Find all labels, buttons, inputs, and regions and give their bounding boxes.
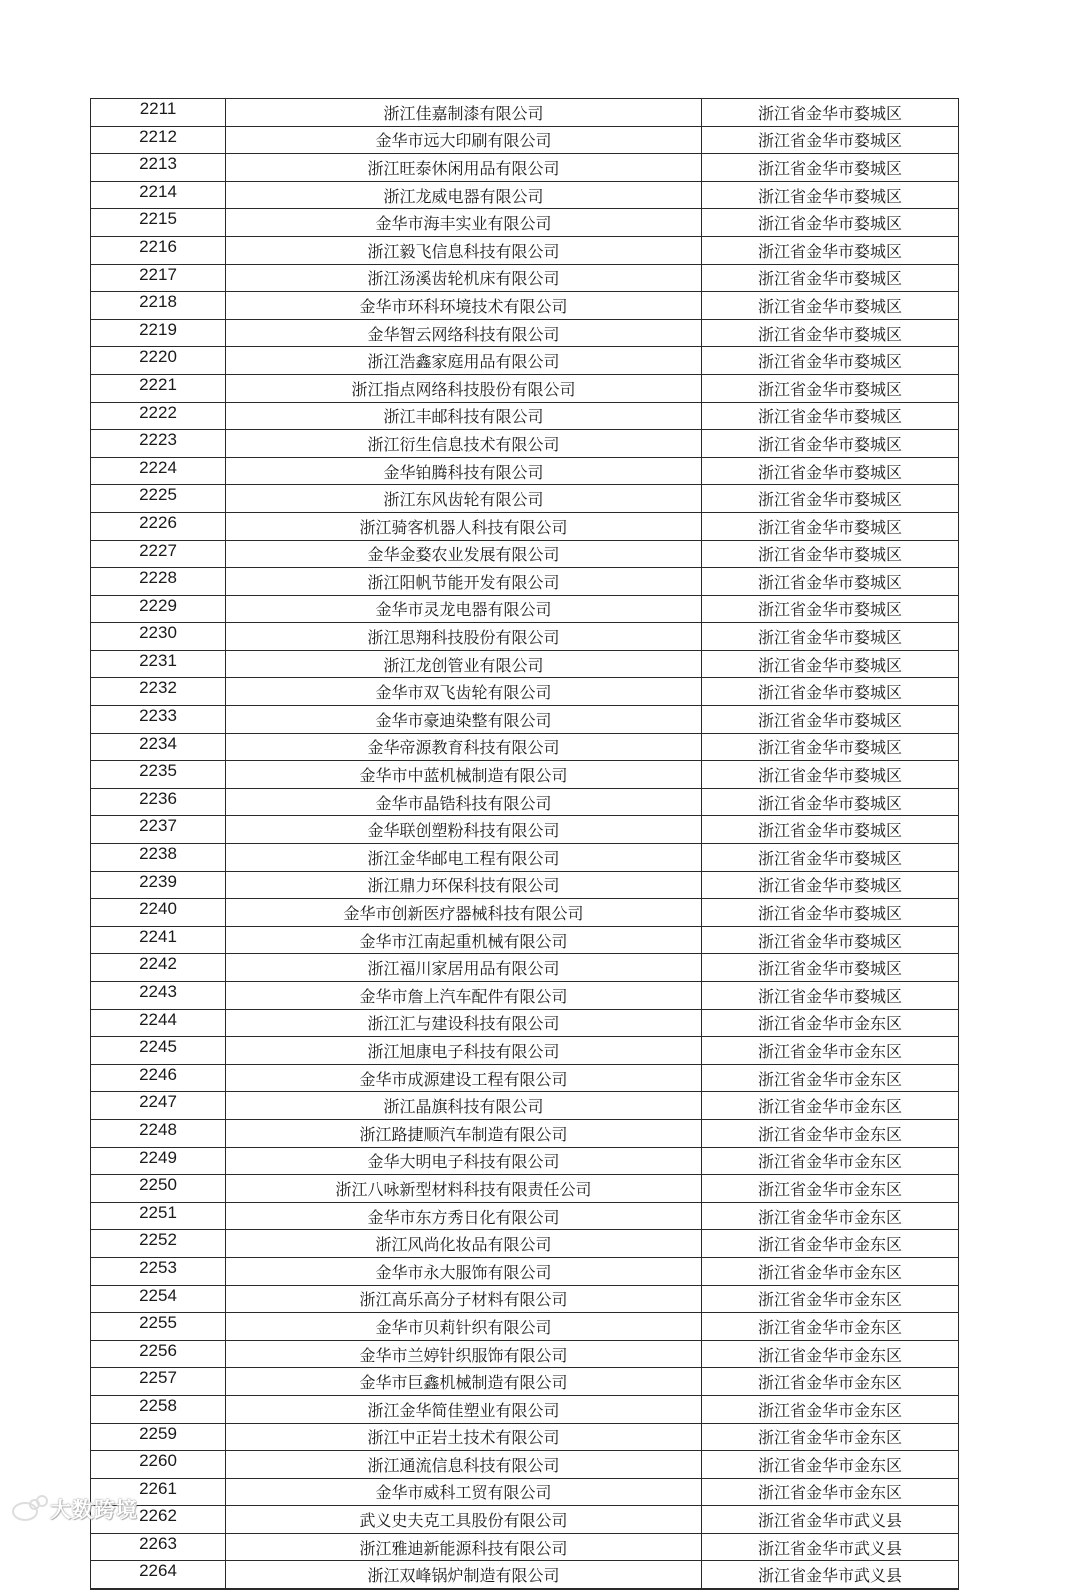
company-name-cell: 浙江旺泰休闲用品有限公司 — [226, 154, 702, 182]
table-row — [91, 1230, 959, 1258]
region-cell: 浙江省金华市金东区 — [702, 1368, 959, 1396]
table-row — [91, 457, 959, 485]
region-cell: 浙江省金华市婺城区 — [702, 982, 959, 1010]
company-name-cell: 金华金婺农业发展有限公司 — [226, 540, 702, 568]
region-cell: 浙江省金华市金东区 — [702, 1313, 959, 1341]
region-cell: 浙江省金华市婺城区 — [702, 568, 959, 596]
row-number-cell: 2248 — [91, 1119, 226, 1147]
company-name-cell: 浙江金华邮电工程有限公司 — [226, 844, 702, 872]
company-name-cell: 浙江指点网络科技股份有限公司 — [226, 374, 702, 402]
weibo-logo-icon — [12, 1498, 46, 1520]
company-name-cell: 金华市创新医疗器械科技有限公司 — [226, 899, 702, 927]
company-name-cell: 浙江双峰锅炉制造有限公司 — [226, 1561, 702, 1589]
company-name-cell: 浙江鼎力环保科技有限公司 — [226, 871, 702, 899]
region-cell: 浙江省金华市婺城区 — [702, 761, 959, 789]
row-number-cell: 2218 — [91, 292, 226, 320]
row-number-cell: 2251 — [91, 1202, 226, 1230]
company-name-cell: 金华联创塑粉科技有限公司 — [226, 816, 702, 844]
region-cell: 浙江省金华市婺城区 — [702, 374, 959, 402]
table-row — [91, 1064, 959, 1092]
table-row — [91, 1313, 959, 1341]
company-name-cell: 浙江阳帆节能开发有限公司 — [226, 568, 702, 596]
company-name-cell: 浙江通流信息科技有限公司 — [226, 1451, 702, 1479]
table-body — [91, 99, 959, 1590]
region-cell: 浙江省金华市婺城区 — [702, 292, 959, 320]
row-number-cell: 2226 — [91, 512, 226, 540]
company-name-cell: 金华市中蓝机械制造有限公司 — [226, 761, 702, 789]
company-name-cell: 金华市兰婷针织服饰有限公司 — [226, 1340, 702, 1368]
row-number-cell: 2212 — [91, 126, 226, 154]
table-row — [91, 899, 959, 927]
region-cell: 浙江省金华市婺城区 — [702, 264, 959, 292]
region-cell: 浙江省金华市婺城区 — [702, 209, 959, 237]
row-number-cell: 2244 — [91, 1009, 226, 1037]
region-cell: 浙江省金华市金东区 — [702, 1009, 959, 1037]
row-number-cell: 2247 — [91, 1092, 226, 1120]
table-row — [91, 706, 959, 734]
company-name-cell: 金华市环科环境技术有限公司 — [226, 292, 702, 320]
region-cell: 浙江省金华市婺城区 — [702, 650, 959, 678]
watermark — [12, 1494, 138, 1524]
row-number-cell: 2259 — [91, 1423, 226, 1451]
table-row — [91, 1009, 959, 1037]
row-number-cell: 2222 — [91, 402, 226, 430]
region-cell: 浙江省金华市婺城区 — [702, 816, 959, 844]
row-number-cell: 2214 — [91, 181, 226, 209]
region-cell: 浙江省金华市金东区 — [702, 1175, 959, 1203]
row-number-cell: 2231 — [91, 650, 226, 678]
table-row — [91, 844, 959, 872]
company-name-cell: 金华市海丰实业有限公司 — [226, 209, 702, 237]
region-cell: 浙江省金华市婺城区 — [702, 347, 959, 375]
company-name-cell: 金华市远大印刷有限公司 — [226, 126, 702, 154]
company-name-cell: 浙江风尚化妆品有限公司 — [226, 1230, 702, 1258]
company-name-cell: 金华市巨鑫机械制造有限公司 — [226, 1368, 702, 1396]
row-number-cell: 2260 — [91, 1451, 226, 1479]
region-cell: 浙江省金华市金东区 — [702, 1064, 959, 1092]
table-row — [91, 1147, 959, 1175]
table-row — [91, 181, 959, 209]
company-name-cell: 浙江毅飞信息科技有限公司 — [226, 236, 702, 264]
table-row — [91, 761, 959, 789]
row-number-cell: 2237 — [91, 816, 226, 844]
table-row — [91, 816, 959, 844]
region-cell: 浙江省金华市婺城区 — [702, 485, 959, 513]
region-cell: 浙江省金华市武义县 — [702, 1561, 959, 1589]
company-name-cell: 金华市詹上汽车配件有限公司 — [226, 982, 702, 1010]
region-cell: 浙江省金华市金东区 — [702, 1257, 959, 1285]
watermark-text: 大数跨境 — [50, 1498, 138, 1522]
table-row — [91, 1561, 959, 1589]
table-row — [91, 374, 959, 402]
table-row — [91, 209, 959, 237]
company-name-cell: 浙江中正岩土技术有限公司 — [226, 1423, 702, 1451]
table-row — [91, 954, 959, 982]
row-number-cell: 2254 — [91, 1285, 226, 1313]
table-row — [91, 623, 959, 651]
row-number-cell: 2245 — [91, 1037, 226, 1065]
table-row — [91, 1175, 959, 1203]
company-name-cell: 浙江衍生信息技术有限公司 — [226, 430, 702, 458]
table-row — [91, 871, 959, 899]
table-row — [91, 1368, 959, 1396]
table-row — [91, 1285, 959, 1313]
row-number-cell: 2257 — [91, 1368, 226, 1396]
row-number-cell: 2230 — [91, 623, 226, 651]
region-cell: 浙江省金华市婺城区 — [702, 236, 959, 264]
region-cell: 浙江省金华市婺城区 — [702, 871, 959, 899]
row-number-cell: 2240 — [91, 899, 226, 927]
region-cell: 浙江省金华市金东区 — [702, 1423, 959, 1451]
region-cell: 浙江省金华市金东区 — [702, 1147, 959, 1175]
company-name-cell: 金华市晶锆科技有限公司 — [226, 788, 702, 816]
table-row — [91, 319, 959, 347]
region-cell: 浙江省金华市婺城区 — [702, 733, 959, 761]
row-number-cell: 2211 — [91, 99, 226, 127]
region-cell: 浙江省金华市婺城区 — [702, 788, 959, 816]
table-row — [91, 292, 959, 320]
company-name-cell: 金华市双飞齿轮有限公司 — [226, 678, 702, 706]
row-number-cell: 2258 — [91, 1395, 226, 1423]
company-name-cell: 浙江汤溪齿轮机床有限公司 — [226, 264, 702, 292]
company-name-cell: 金华市江南起重机械有限公司 — [226, 926, 702, 954]
region-cell: 浙江省金华市婺城区 — [702, 319, 959, 347]
row-number-cell: 2252 — [91, 1230, 226, 1258]
row-number-cell: 2263 — [91, 1533, 226, 1561]
row-number-cell: 2215 — [91, 209, 226, 237]
row-number-cell: 2217 — [91, 264, 226, 292]
region-cell: 浙江省金华市婺城区 — [702, 540, 959, 568]
table-row — [91, 678, 959, 706]
region-cell: 浙江省金华市金东区 — [702, 1395, 959, 1423]
table-row — [91, 512, 959, 540]
company-name-cell: 浙江思翔科技股份有限公司 — [226, 623, 702, 651]
company-name-cell: 武义史夫克工具股份有限公司 — [226, 1506, 702, 1534]
row-number-cell: 2227 — [91, 540, 226, 568]
table-row — [91, 595, 959, 623]
company-name-cell: 金华铂腾科技有限公司 — [226, 457, 702, 485]
row-number-cell: 2256 — [91, 1340, 226, 1368]
table-row — [91, 236, 959, 264]
company-name-cell: 浙江龙威电器有限公司 — [226, 181, 702, 209]
company-name-cell: 浙江东风齿轮有限公司 — [226, 485, 702, 513]
company-name-cell: 浙江八咏新型材料科技有限责任公司 — [226, 1175, 702, 1203]
region-cell: 浙江省金华市婺城区 — [702, 899, 959, 927]
company-name-cell: 浙江浩鑫家庭用品有限公司 — [226, 347, 702, 375]
region-cell: 浙江省金华市金东区 — [702, 1092, 959, 1120]
row-number-cell: 2221 — [91, 374, 226, 402]
row-number-cell: 2255 — [91, 1313, 226, 1341]
row-number-cell: 2223 — [91, 430, 226, 458]
company-name-cell: 浙江龙创管业有限公司 — [226, 650, 702, 678]
region-cell: 浙江省金华市婺城区 — [702, 402, 959, 430]
table-row — [91, 926, 959, 954]
company-name-cell: 浙江骑客机器人科技有限公司 — [226, 512, 702, 540]
table-row — [91, 264, 959, 292]
table-row — [91, 1340, 959, 1368]
table-row — [91, 1423, 959, 1451]
region-cell: 浙江省金华市婺城区 — [702, 595, 959, 623]
row-number-cell: 2246 — [91, 1064, 226, 1092]
table-row — [91, 99, 959, 127]
company-name-cell: 金华市贝莉针织有限公司 — [226, 1313, 702, 1341]
company-name-cell: 浙江高乐高分子材料有限公司 — [226, 1285, 702, 1313]
row-number-cell: 2220 — [91, 347, 226, 375]
row-number-cell: 2243 — [91, 982, 226, 1010]
company-name-cell: 金华市豪迪染整有限公司 — [226, 706, 702, 734]
region-cell: 浙江省金华市婺城区 — [702, 706, 959, 734]
row-number-cell: 2238 — [91, 844, 226, 872]
row-number-cell: 2264 — [91, 1561, 226, 1589]
region-cell: 浙江省金华市婺城区 — [702, 181, 959, 209]
row-number-cell: 2213 — [91, 154, 226, 182]
company-name-cell: 金华市永大服饰有限公司 — [226, 1257, 702, 1285]
company-name-cell: 浙江金华简佳塑业有限公司 — [226, 1395, 702, 1423]
region-cell: 浙江省金华市婺城区 — [702, 126, 959, 154]
row-number-cell: 2253 — [91, 1257, 226, 1285]
row-number-cell: 2229 — [91, 595, 226, 623]
table-row — [91, 430, 959, 458]
company-name-cell: 金华市威科工贸有限公司 — [226, 1478, 702, 1506]
table-row — [91, 982, 959, 1010]
table-row — [91, 347, 959, 375]
region-cell: 浙江省金华市金东区 — [702, 1037, 959, 1065]
region-cell: 浙江省金华市金东区 — [702, 1285, 959, 1313]
region-cell: 浙江省金华市婺城区 — [702, 844, 959, 872]
row-number-cell: 2261 — [91, 1478, 226, 1506]
company-name-cell: 浙江汇与建设科技有限公司 — [226, 1009, 702, 1037]
row-number-cell: 2235 — [91, 761, 226, 789]
table-row — [91, 733, 959, 761]
row-number-cell: 2250 — [91, 1175, 226, 1203]
region-cell: 浙江省金华市婺城区 — [702, 512, 959, 540]
row-number-cell: 2236 — [91, 788, 226, 816]
table-row — [91, 1202, 959, 1230]
company-name-cell: 金华市成源建设工程有限公司 — [226, 1064, 702, 1092]
row-number-cell: 2241 — [91, 926, 226, 954]
table-row — [91, 568, 959, 596]
region-cell: 浙江省金华市婺城区 — [702, 623, 959, 651]
row-number-cell: 2216 — [91, 236, 226, 264]
company-name-cell: 浙江丰邮科技有限公司 — [226, 402, 702, 430]
company-name-cell: 浙江旭康电子科技有限公司 — [226, 1037, 702, 1065]
table-row — [91, 1478, 959, 1506]
region-cell: 浙江省金华市金东区 — [702, 1451, 959, 1479]
region-cell: 浙江省金华市婺城区 — [702, 678, 959, 706]
region-cell: 浙江省金华市金东区 — [702, 1340, 959, 1368]
table-row — [91, 650, 959, 678]
row-number-cell: 2232 — [91, 678, 226, 706]
region-cell: 浙江省金华市武义县 — [702, 1533, 959, 1561]
region-cell: 浙江省金华市金东区 — [702, 1202, 959, 1230]
table-row — [91, 1092, 959, 1120]
region-cell: 浙江省金华市金东区 — [702, 1230, 959, 1258]
table-row — [91, 154, 959, 182]
company-name-cell: 浙江佳嘉制漆有限公司 — [226, 99, 702, 127]
table-row — [91, 1533, 959, 1561]
company-name-cell: 金华大明电子科技有限公司 — [226, 1147, 702, 1175]
row-number-cell: 2239 — [91, 871, 226, 899]
company-name-cell: 浙江路捷顺汽车制造有限公司 — [226, 1119, 702, 1147]
table-row — [91, 485, 959, 513]
region-cell: 浙江省金华市婺城区 — [702, 457, 959, 485]
company-name-cell: 浙江晶旗科技有限公司 — [226, 1092, 702, 1120]
row-number-cell: 2262 — [91, 1506, 226, 1534]
row-number-cell: 2249 — [91, 1147, 226, 1175]
row-number-cell: 2219 — [91, 319, 226, 347]
table-row — [91, 1257, 959, 1285]
table-row — [91, 540, 959, 568]
company-name-cell: 金华帝源教育科技有限公司 — [226, 733, 702, 761]
row-number-cell: 2233 — [91, 706, 226, 734]
company-list-table — [90, 98, 959, 1590]
company-name-cell: 金华智云网络科技有限公司 — [226, 319, 702, 347]
company-name-cell: 金华市灵龙电器有限公司 — [226, 595, 702, 623]
company-name-cell: 金华市东方秀日化有限公司 — [226, 1202, 702, 1230]
table-row — [91, 402, 959, 430]
table-row — [91, 1037, 959, 1065]
row-number-cell: 2234 — [91, 733, 226, 761]
table-row — [91, 126, 959, 154]
table-row — [91, 1451, 959, 1479]
table-row — [91, 788, 959, 816]
company-name-cell: 浙江福川家居用品有限公司 — [226, 954, 702, 982]
region-cell: 浙江省金华市金东区 — [702, 1478, 959, 1506]
region-cell: 浙江省金华市武义县 — [702, 1506, 959, 1534]
row-number-cell: 2242 — [91, 954, 226, 982]
row-number-cell: 2228 — [91, 568, 226, 596]
region-cell: 浙江省金华市婺城区 — [702, 99, 959, 127]
table-row — [91, 1506, 959, 1534]
row-number-cell: 2224 — [91, 457, 226, 485]
region-cell: 浙江省金华市金东区 — [702, 1119, 959, 1147]
region-cell: 浙江省金华市婺城区 — [702, 430, 959, 458]
region-cell: 浙江省金华市婺城区 — [702, 954, 959, 982]
table-row — [91, 1119, 959, 1147]
table-row — [91, 1395, 959, 1423]
region-cell: 浙江省金华市婺城区 — [702, 154, 959, 182]
company-name-cell: 浙江雅迪新能源科技有限公司 — [226, 1533, 702, 1561]
region-cell: 浙江省金华市婺城区 — [702, 926, 959, 954]
row-number-cell: 2225 — [91, 485, 226, 513]
